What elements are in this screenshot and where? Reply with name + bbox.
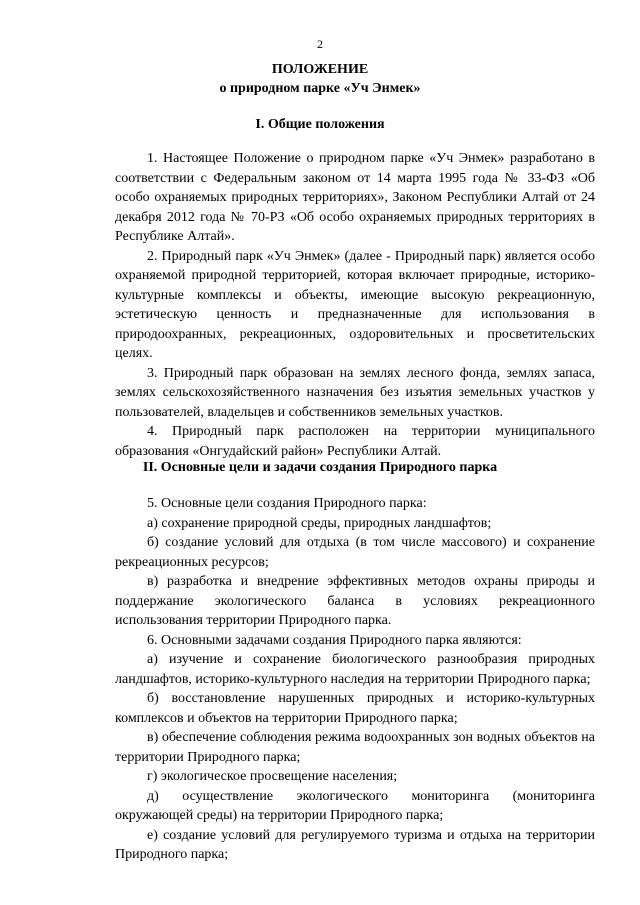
section-1-body <box>115 149 595 461</box>
document-subtitle: о природном парке «Уч Энмек» <box>219 81 421 96</box>
section-1-paragraph-4: 4. Природный парк расположен на территории муниципального образования «Онгудайский район» Республики Алтай. <box>115 424 595 459</box>
section-2-paragraph-3: б) создание условий для отдыха (в том числе массового) и сохранение рекреационных ресурсов; <box>115 535 595 570</box>
page-number: 2 <box>317 37 323 51</box>
section-2-paragraph-7: б) восстановление нарушенных природных и историко-культурных комплексов и объектов на территории Природного парка; <box>115 691 595 726</box>
section-2-paragraph-10: д) осуществление экологического мониторинга (мониторинга окружающей среды) на территории Природного парка; <box>115 788 595 823</box>
section-1-heading: I. Общие положения <box>255 117 385 132</box>
section-1-paragraph-2: 2. Природный парк «Уч Энмек» (далее - Природный парк) является особо охраняемой природной территорией, которая включает природные, историко-культурные комплексы и объекты, имеющие высокую рекреационную, эстетическую ценность и предназначенные для использования в природоохранных, рекреационных, оздоровительных и просветительских целях. <box>115 248 595 361</box>
section-2-paragraph-11: е) создание условий для регулируемого туризма и отдыха на территории Природного парка; <box>115 827 595 862</box>
section-2-heading: II. Основные цели и задачи создания Природного парка <box>142 460 498 475</box>
section-1-paragraph-3: 3. Природный парк образован на землях лесного фонда, землях запаса, землях сельскохозяйственного назначения без изъятия земельных участков у пользователей, владельцев и собственников земельных участков. <box>115 365 595 420</box>
section-2-paragraph-6: а) изучение и сохранение биологического разнообразия природных ландшафтов, историко-культурного наследия на территории Природного парка; <box>115 652 595 687</box>
section-2-body <box>115 494 595 865</box>
section-2-paragraph-9: г) экологическое просвещение населения; <box>147 769 398 784</box>
section-2-paragraph-5: 6. Основными задачами создания Природного парка являются: <box>147 632 522 648</box>
section-2-paragraph-2: а) сохранение природной среды, природных ландшафтов; <box>147 515 492 531</box>
section-2-paragraph-1: 5. Основные цели создания Природного парка: <box>147 496 427 511</box>
section-2-paragraph-8: в) обеспечение соблюдения режима водоохранных зон водных объектов на территории Природного парка; <box>115 730 595 765</box>
document-title: ПОЛОЖЕНИЕ <box>271 62 369 77</box>
section-1-paragraph-1: 1. Настоящее Положение о природном парке «Уч Энмек» разработано в соответствии с Федеральным законом от 14 марта 1995 года № 33-ФЗ «Об особо охраняемых природных территориях», Законом Республики Алтай от 24 декабря 2012 года № 70-РЗ «Об особо охраняемых природных территориях в Республике Алтай». <box>115 151 595 244</box>
section-2-paragraph-4: в) разработка и внедрение эффективных методов охраны природы и поддержание экологического баланса в условиях рекреационного использования территории Природного парка. <box>115 574 595 628</box>
